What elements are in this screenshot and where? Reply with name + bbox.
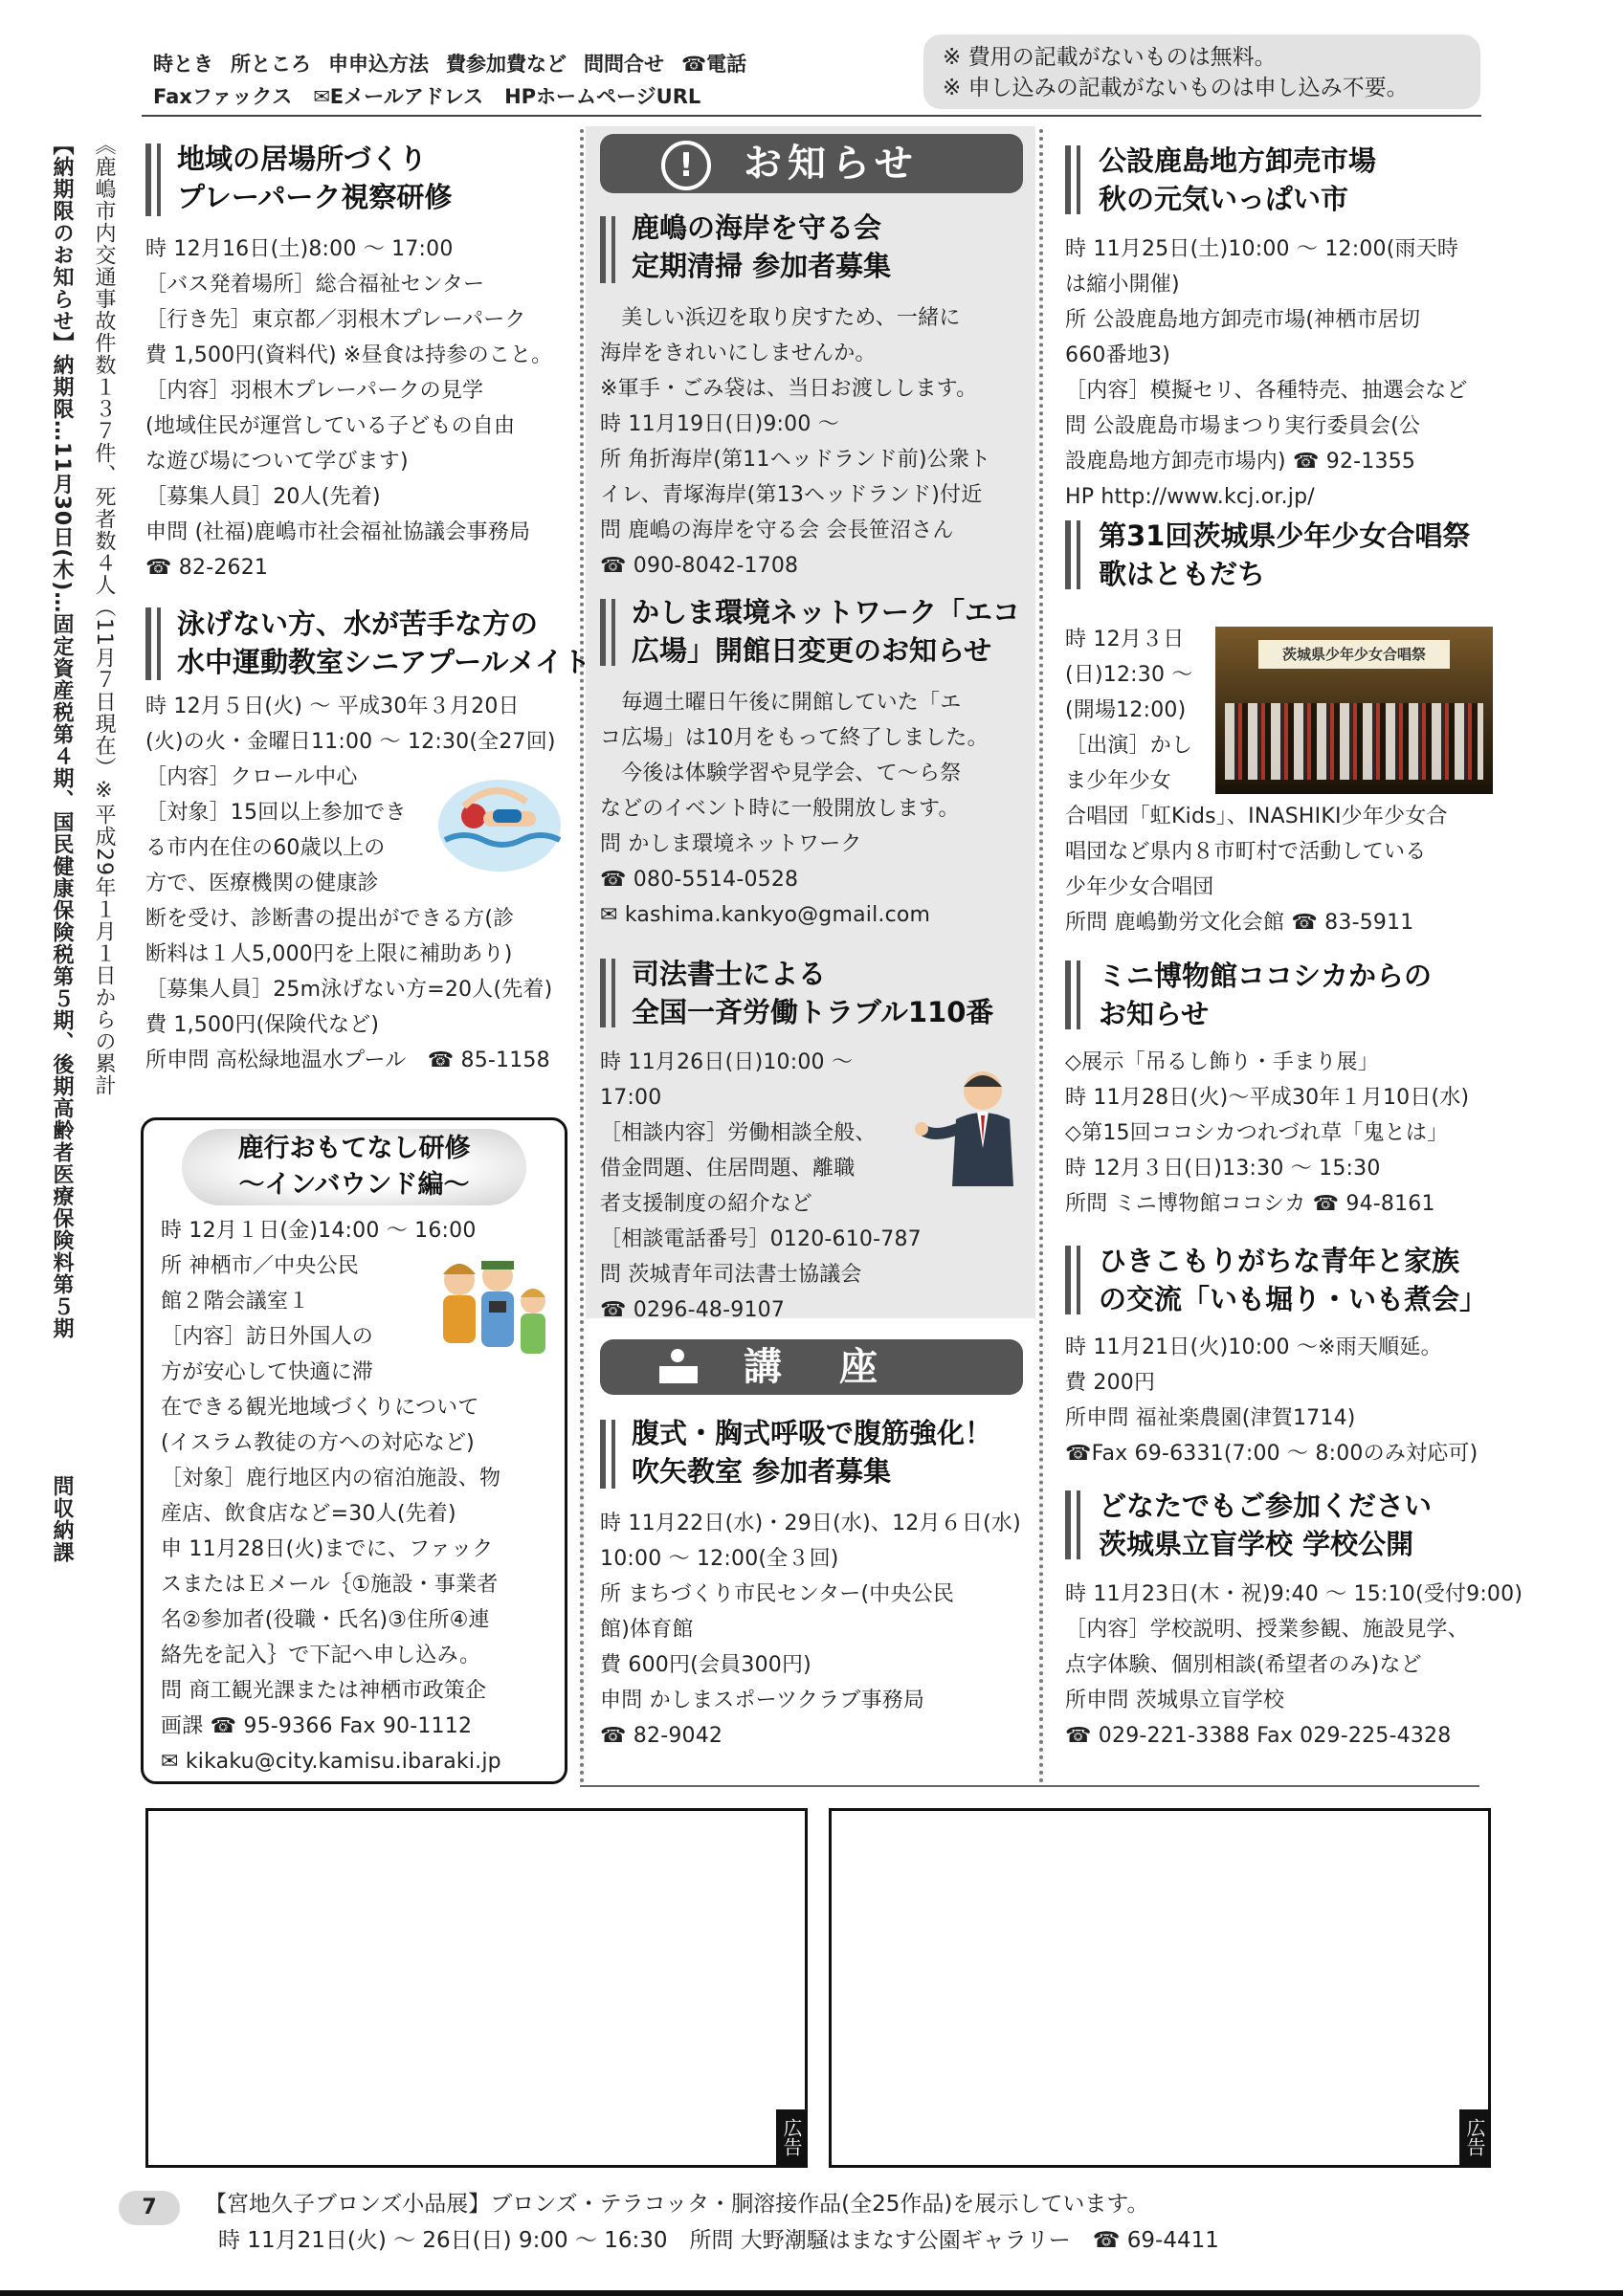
article-title: 茨城県立盲学校 学校公開	[1099, 1528, 1414, 1560]
article-title: どなたでもご参加ください	[1099, 1490, 1433, 1522]
ad-label: 広告	[776, 2109, 805, 2165]
article-title: 第31回茨城県少年少女合唱祭	[1099, 519, 1471, 552]
title-bar	[600, 959, 606, 1027]
info-line: ［バス発着場所］総合福祉センター	[145, 273, 485, 297]
info-line: 所 公設鹿島地方卸売市場(神栖市居切	[1065, 308, 1421, 332]
info-line: 所問 鹿嶋勤労文化会館 ☎ 83-5911	[1065, 911, 1414, 935]
article-title: 定期清掃 参加者募集	[632, 250, 892, 282]
article-beach	[632, 209, 891, 285]
article-title: 広場」開館日変更のお知らせ	[632, 634, 992, 667]
title-bar	[157, 607, 161, 680]
info-line: 時 11月21日(火)10:00 ～※雨天順延。	[1065, 1336, 1442, 1359]
legend-item: Faxファックス	[153, 85, 293, 108]
info-line: 設鹿島地方卸売市場内) ☎ 92-1355	[1065, 450, 1416, 474]
info-line: 所申問 福祉楽農園(津賀1714)	[1065, 1406, 1356, 1430]
lawyer-illustration	[914, 1062, 1024, 1191]
info-line: ☎ 82-2621	[145, 556, 269, 580]
info-line: 時 11月28日(火)～平成30年１月10日(水)	[1065, 1086, 1470, 1110]
footer-exhibit-line: 【宮地久子ブロンズ小品展】ブロンズ・テラコッタ・胴溶接作品(全25作品)を展示しています。	[205, 2192, 1149, 2217]
info-line: 申問 (社福)鹿嶋市社会福祉協議会事務局	[145, 520, 531, 544]
info-line: 問 商工観光課または神栖市政策企	[161, 1679, 487, 1703]
title-bar	[600, 599, 606, 666]
info-line: などのイベント時に一般開放します。	[600, 797, 960, 821]
article-title: 鹿行おもてなし研修	[237, 1134, 471, 1163]
info-line: 館２階会議室１	[161, 1290, 310, 1314]
article-legal-body	[600, 1045, 922, 1328]
article-beach-body	[600, 300, 990, 584]
title-bar	[1065, 520, 1071, 589]
podium-icon	[659, 1347, 698, 1385]
ad-box-left[interactable]	[145, 1808, 808, 2168]
page-number: 7	[119, 2191, 180, 2225]
info-line: 在できる観光地域づくりについて	[161, 1396, 479, 1420]
legend-item: 費参加費など	[446, 53, 567, 76]
info-line: 所 角折海岸(第11ヘッドランド前)公衆ト	[600, 448, 991, 472]
info-line: 時 11月25日(土)10:00 ～ 12:00(雨天時	[1065, 237, 1459, 261]
article-pool	[177, 605, 590, 681]
info-line: 画課 ☎ 95-9366 Fax 90-1112	[161, 1714, 473, 1738]
note-line: ※ 費用の記載がないものは無料。	[943, 45, 1277, 70]
note-line: ※ 申し込みの記載がないものは申し込み不要。	[943, 76, 1409, 100]
info-line: 者支援制度の紹介など	[600, 1192, 813, 1216]
legend-item: 所ところ	[231, 53, 311, 76]
info-line: 所 まちづくり市民センター(中央公民	[600, 1582, 955, 1606]
article-title: ひきこもりがちな青年と家族	[1099, 1245, 1460, 1277]
article-fukiya	[632, 1414, 992, 1490]
section-rule	[580, 1785, 1479, 1787]
article-eco-body	[600, 685, 989, 933]
article-title: 歌はともだち	[1099, 558, 1266, 590]
article-pool-body	[145, 689, 556, 1078]
info-line: 海岸をきれいにしませんか。	[600, 342, 877, 365]
info-line: 合唱団「虹Kids」、INASHIKI少年少女合	[1065, 805, 1448, 828]
info-line: 毎週土曜日午後に開館していた「エ	[600, 691, 962, 715]
side-text-tax-deadline: 【納期限のお知らせ】納期限…11月30日(木)…固定資産税第４期、国民健康保険税第５期、後期高齢者医療保険料第５期	[50, 134, 74, 1340]
article-school	[1099, 1487, 1432, 1563]
title-bar	[1065, 1490, 1071, 1559]
article-playpark	[177, 140, 452, 216]
info-line: ✉ kikaku@city.kamisu.ibaraki.jp	[161, 1750, 501, 1774]
article-title: 司法書士による	[632, 958, 827, 990]
info-line: ✉ kashima.kankyo@gmail.com	[600, 903, 931, 927]
legend	[153, 48, 746, 113]
article-eco	[632, 593, 1020, 670]
info-line: 時 11月23日(木・祝)9:40 ～ 15:10(受付9:00)	[1065, 1582, 1523, 1606]
article-hikikomori	[1099, 1242, 1487, 1318]
legend-notes	[923, 34, 1480, 109]
info-line: ［相談内容］労働相談全般、	[600, 1121, 877, 1145]
info-line: 問 鹿嶋の海岸を守る会 会長笹沼さん	[600, 519, 954, 542]
info-line: 問 かしま環境ネットワーク	[600, 832, 862, 856]
info-line: 申問 かしまスポーツクラブ事務局	[600, 1689, 925, 1712]
info-line: 費 1,500円(保険代など)	[145, 1013, 380, 1037]
info-line: ※軍手・ごみ袋は、当日お渡しします。	[600, 377, 978, 401]
info-line: 申 11月28日(火)までに、ファック	[161, 1537, 494, 1561]
info-line: ☎ 82-9042	[600, 1724, 723, 1748]
side-text-traffic-stats: 《鹿嶋市内交通事故件数１３７件、死者数４人（11月７日現在）※平成29年１月１日からの累計	[92, 134, 116, 1096]
article-choir-body-narrow	[1065, 622, 1193, 799]
info-line: 時 12月３日(日)13:30 ～ 15:30	[1065, 1157, 1381, 1181]
article-title: ～インバウンド編～	[238, 1170, 470, 1200]
info-link[interactable]: HP http://www.kcj.or.jp/	[1065, 485, 1315, 509]
info-line: ［募集人員］20人(先着)	[145, 485, 381, 509]
article-hospitality	[144, 1131, 565, 1203]
info-line: 名②参加者(役職・氏名)③住所④連	[161, 1608, 490, 1632]
info-line: 方が安心して快適に滞	[161, 1360, 374, 1384]
legend-item: 申申込方法	[328, 53, 429, 76]
info-line: (イスラム教徒の方への対応など)	[161, 1431, 475, 1455]
info-line: 費 200円	[1065, 1371, 1156, 1395]
title-bar	[611, 216, 615, 283]
article-choir	[1099, 517, 1470, 593]
exclamation-icon: !	[661, 141, 711, 190]
article-title: 地域の居場所づくり	[177, 143, 428, 175]
legend-item: ☎電話	[681, 53, 747, 76]
info-line: ［対象］鹿行地区内の宿泊施設、物	[161, 1467, 501, 1490]
info-line: (開場12:00)	[1065, 698, 1187, 722]
info-line: 少年少女合唱団	[1065, 875, 1214, 899]
info-line: (地域住民が運営している子どもの自由	[145, 414, 516, 438]
article-title: お知らせ	[1099, 998, 1210, 1030]
info-line: 産店、飲食店など=30人(先着)	[161, 1502, 456, 1526]
legend-item: 時とき	[153, 53, 213, 76]
info-line: 17:00	[600, 1086, 662, 1110]
info-line: ま少年少女	[1065, 769, 1172, 793]
title-bar	[1065, 1246, 1071, 1314]
info-line: 10:00 ～ 12:00(全３回)	[600, 1547, 839, 1571]
info-line: 所申問 高松緑地温水プール ☎ 85-1158	[145, 1049, 550, 1072]
info-line: 所申問 茨城県立盲学校	[1065, 1689, 1285, 1712]
article-title: 秋の元気いっぱい市	[1099, 183, 1349, 215]
ad-box-right[interactable]	[829, 1808, 1491, 2168]
info-line: 時 12月３日	[1065, 628, 1185, 651]
info-line: ［相談電話番号］0120-610-787	[600, 1227, 922, 1251]
info-line: ☎ 080-5514-0528	[600, 868, 799, 892]
choir-photo-banner: 茨城県少年少女合唱祭	[1258, 640, 1450, 669]
info-line: ☎Fax 69-6331(7:00 ～ 8:00のみ対応可)	[1065, 1442, 1478, 1466]
info-line: 時 12月５日(火) ～ 平成30年３月20日	[145, 695, 520, 718]
page-bottom-rule	[0, 2290, 1623, 2296]
info-line: ［募集人員］25m泳げない方=20人(先着)	[145, 978, 553, 1002]
title-bar	[1077, 145, 1080, 214]
info-line: 借金問題、住居問題、離職	[600, 1157, 856, 1181]
info-line: 問 公設鹿島市場まつり実行委員会(公	[1065, 414, 1421, 438]
article-market	[1099, 142, 1376, 218]
title-bar	[1077, 1490, 1080, 1559]
section-header-title: 講 座	[744, 1345, 887, 1389]
article-title: 吹矢教室 参加者募集	[632, 1455, 892, 1488]
info-line: ☎ 0296-48-9107	[600, 1298, 786, 1322]
title-bar	[600, 1420, 606, 1489]
article-choir-body	[1065, 799, 1448, 940]
legend-item: 問問合せ	[584, 53, 664, 76]
title-bar	[1065, 145, 1071, 214]
article-market-body	[1065, 232, 1468, 515]
info-line: ［内容］クロール中心	[145, 765, 358, 789]
article-title: 全国一斉労働トラブル110番	[632, 996, 994, 1028]
article-title: 腹式・胸式呼吸で腹筋強化！	[632, 1417, 993, 1449]
info-line: (日)12:30 ～	[1065, 663, 1193, 687]
info-line: 点字体験、個別相談(希望者のみ)など	[1065, 1653, 1422, 1677]
header-rule	[142, 115, 1481, 117]
info-line: 660番地3)	[1065, 343, 1170, 367]
column-divider	[580, 129, 584, 1784]
article-legal	[632, 955, 993, 1031]
info-line: 今後は体験学習や見学会、て～ら祭	[600, 762, 962, 785]
swimmer-illustration	[435, 773, 565, 878]
article-title: ミニ博物館ココシカからの	[1099, 960, 1433, 992]
info-line: 費 600円(会員300円)	[600, 1653, 812, 1677]
footer-exhibit-details: 時 11月21日(火) ～ 26日(日) 9:00 ～ 16:30 所問 大野潮騒はまなす公園ギャラリー ☎ 69-4411	[218, 2228, 1219, 2253]
info-line: ［内容］羽根木プレーパークの見学	[145, 379, 484, 403]
info-line: ［対象］15回以上参加でき	[145, 801, 407, 825]
info-line: 唱団など県内８市町村で活動している	[1065, 840, 1427, 864]
choir-singers	[1225, 703, 1483, 780]
info-line: 時 12月16日(土)8:00 ～ 17:00	[145, 237, 454, 261]
info-line: ［内容］模擬セリ、各種特売、抽選会など	[1065, 379, 1468, 403]
info-line: 費 1,500円(資料代) ※昼食は持参のこと。	[145, 343, 553, 367]
article-title: 水中運動教室シニアプールメイト	[177, 646, 591, 678]
info-line: 美しい浜辺を取り戻すため、一緒に	[600, 306, 961, 330]
section-header-courses	[600, 1339, 1023, 1395]
info-line: ［出演］かし	[1065, 734, 1193, 758]
title-bar	[157, 144, 161, 216]
section-header-title: お知らせ	[744, 142, 919, 186]
info-line: 館)体育館	[600, 1618, 694, 1642]
info-line: ［行き先］東京都／羽根木プレーパーク	[145, 308, 526, 332]
title-bar	[1065, 960, 1071, 1029]
title-bar	[1077, 960, 1080, 1029]
legend-item: ✉Eメールアドレス	[313, 85, 484, 108]
info-line: は縮小開催)	[1065, 273, 1180, 297]
article-title: 公設鹿島地方卸売市場	[1099, 144, 1377, 177]
section-header-notices	[600, 134, 1023, 193]
ad-label: 広告	[1459, 2109, 1488, 2165]
info-line: 所 神栖市／中央公民	[161, 1254, 359, 1278]
article-museum-body	[1065, 1045, 1469, 1222]
title-bar	[145, 144, 151, 216]
article-museum	[1099, 957, 1432, 1033]
title-bar	[611, 1420, 615, 1489]
title-bar	[1077, 520, 1080, 589]
tourists-illustration	[426, 1253, 555, 1368]
info-line: 所問 ミニ博物館ココシカ ☎ 94-8161	[1065, 1192, 1435, 1216]
info-line: ☎ 090-8042-1708	[600, 554, 799, 578]
article-hikikomori-body	[1065, 1330, 1478, 1471]
article-playpark-body	[145, 232, 552, 585]
column-divider	[1039, 129, 1043, 1784]
article-school-body	[1065, 1577, 1523, 1754]
info-line: スまたはＥメール｛①施設・事業者	[161, 1573, 499, 1597]
title-bar	[1077, 1246, 1080, 1314]
article-fukiya-body	[600, 1506, 1021, 1754]
title-bar	[145, 607, 151, 680]
article-title: プレーパーク視察研修	[177, 181, 453, 213]
info-line: (火)の火・金曜日11:00 ～ 12:30(全27回)	[145, 730, 556, 754]
article-title: 泳げない方、水が苦手な方の	[177, 607, 539, 640]
article-title: 鹿嶋の海岸を守る会	[632, 211, 882, 244]
legend-item: HPホームページURL	[504, 85, 701, 108]
info-line: る市内在住の60歳以上の	[145, 836, 386, 860]
legend-row-2	[153, 80, 746, 113]
title-bar	[600, 216, 606, 283]
info-line: 時 11月19日(日)9:00 ～	[600, 412, 839, 436]
info-line: ◇展示「吊るし飾り・手まり展」	[1065, 1050, 1379, 1074]
legend-row-1	[153, 48, 746, 80]
article-title: かしま環境ネットワーク「エコ	[632, 596, 1021, 629]
info-line: 断を受け、診断書の提出ができる方(診	[145, 907, 515, 931]
info-line: イレ、青塚海岸(第13ヘッドランド)付近	[600, 483, 983, 507]
side-text-collection-dept: 問収納課	[50, 1475, 74, 1563]
info-line: ◇第15回ココシカつれづれ草「鬼とは」	[1065, 1121, 1449, 1145]
title-bar	[611, 599, 615, 666]
choir-photo	[1215, 627, 1493, 794]
title-bar	[611, 959, 615, 1027]
info-line: ［内容］学校説明、授業参観、施設見学、	[1065, 1618, 1469, 1642]
info-line: 時 12月１日(金)14:00 ～ 16:00	[161, 1219, 477, 1243]
info-line: 方で、医療機関の健康診	[145, 872, 379, 895]
info-line: 絡先を記入｝で下記へ申し込み。	[161, 1644, 481, 1667]
info-line: 時 11月26日(日)10:00 ～	[600, 1050, 854, 1074]
article-title: の交流「いも堀り・いも煮会」	[1099, 1283, 1488, 1315]
info-line: 断料は１人5,000円を上限に補助あり)	[145, 942, 513, 966]
info-line: 時 11月22日(水)・29日(水)、12月６日(水)	[600, 1512, 1021, 1535]
info-line: コ広場」は10月をもって終了しました。	[600, 726, 989, 750]
info-line: ☎ 029-221-3388 Fax 029-225-4328	[1065, 1724, 1452, 1748]
info-line: ［内容］訪日外国人の	[161, 1325, 374, 1349]
info-line: な遊び場について学びます)	[145, 450, 409, 474]
info-line: 問 茨城青年司法書士協議会	[600, 1263, 862, 1287]
